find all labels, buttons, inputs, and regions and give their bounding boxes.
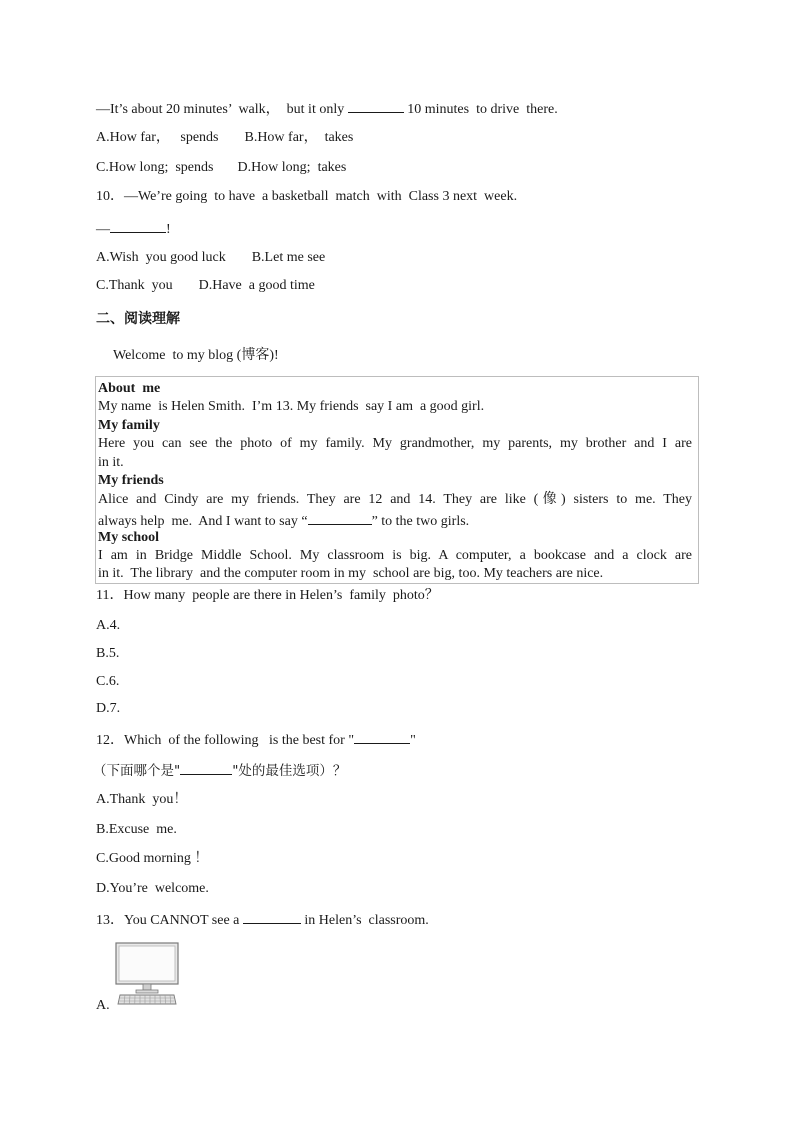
q13-question-after: in Helen’s classroom. — [300, 913, 429, 928]
q12-cn-blank — [180, 760, 232, 775]
q10-answer-line — [96, 218, 171, 239]
about-text: My name is Helen Smith. I’m 13. My friends say I am a good girl. — [98, 399, 485, 414]
friends-text-line-1: Alice and Cindy are my friends. They are 12 and 14. They are like (像) sisters to me. They — [98, 492, 692, 507]
q12-question-after: " — [410, 733, 416, 748]
q9-answer-blank[interactable] — [348, 98, 404, 113]
q12-chinese-prompt — [93, 760, 346, 780]
q9-option-c[interactable]: C.How long; spends — [96, 160, 214, 175]
school-text-line-2: in it. The library and the computer room in my school are big, too. My teachers are nice. — [98, 566, 604, 581]
passage-intro: Welcome to my blog (博客)! — [113, 348, 279, 363]
q10-answer-blank[interactable] — [110, 218, 166, 233]
friends-text-line-2 — [98, 510, 469, 531]
q9-option-a[interactable]: A.How far， spends — [96, 130, 219, 145]
q9-question-before: —It’s about 20 minutes’ walk， but it only — [96, 102, 348, 117]
q13-answer-blank[interactable] — [243, 909, 301, 924]
q9-question-after: 10 minutes to drive there. — [403, 102, 558, 117]
q12-question-blank — [354, 729, 410, 744]
q10-options-row-1 — [96, 249, 325, 267]
q12-option-a[interactable]: A.Thank you！ — [96, 792, 188, 807]
q10-option-a[interactable]: A.Wish you good luck — [96, 250, 226, 265]
q12-cn-after: "处的最佳选项）？ — [232, 763, 347, 779]
family-heading: My family — [98, 418, 160, 433]
q10-answer-prefix: — — [96, 222, 110, 237]
school-heading: My school — [98, 530, 160, 545]
q9-option-d[interactable]: D.How long; takes — [237, 160, 347, 175]
q11-option-c[interactable]: C.6. — [96, 674, 120, 689]
q12-question — [96, 729, 416, 750]
q12-cn-before: （下面哪个是" — [93, 763, 181, 779]
q9-option-b[interactable]: B.How far， takes — [244, 130, 354, 145]
blog-blank — [308, 510, 372, 525]
computer-monitor-keyboard-icon — [114, 942, 180, 1011]
q10-answer-suffix: ! — [166, 222, 171, 237]
friends-text-before: always help me. And I want to say “ — [98, 514, 308, 529]
q10-question: 10．—We’re going to have a basketball match with Class 3 next week. — [96, 189, 518, 204]
q12-option-c[interactable]: C.Good morning ！ — [96, 851, 209, 866]
q10-option-b[interactable]: B.Let me see — [251, 250, 326, 265]
q12-option-b[interactable]: B.Excuse me. — [96, 822, 177, 837]
about-heading: About me — [98, 381, 161, 396]
q10-option-d[interactable]: D.Have a good time — [198, 278, 315, 293]
q9-question — [96, 98, 558, 119]
q13-question-before: 13．You CANNOT see a — [96, 913, 243, 928]
school-text-line-1: I am in Bridge Middle School. My classroom is big. A computer, a bookcase and a clock are — [98, 548, 692, 563]
family-text-line-2: in it. — [98, 455, 124, 470]
q11-question: 11．How many people are there in Helen’s family photo？ — [96, 588, 439, 603]
q9-options-row-2 — [96, 159, 346, 177]
q11-option-d[interactable]: D.7. — [96, 701, 121, 716]
q10-options-row-2 — [96, 277, 315, 295]
friends-text-after: ” to the two girls. — [371, 514, 470, 529]
q12-question-before: 12．Which of the following is the best for " — [96, 733, 355, 748]
q9-options-row-1 — [96, 129, 353, 147]
q13-option-a[interactable]: A. — [96, 998, 110, 1013]
section-title: 二、阅读理解 — [96, 311, 180, 327]
q12-option-d[interactable]: D.You’re welcome. — [96, 881, 209, 896]
q10-option-c[interactable]: C.Thank you — [96, 278, 173, 293]
q11-option-a[interactable]: A.4. — [96, 618, 121, 633]
q13-question — [96, 909, 429, 930]
friends-heading: My friends — [98, 473, 164, 488]
family-text-line-1: Here you can see the photo of my family. My grandmother, my parents, my brother and I are — [98, 436, 692, 451]
blog-passage-box — [95, 376, 699, 584]
q11-option-b[interactable]: B.5. — [96, 646, 120, 661]
